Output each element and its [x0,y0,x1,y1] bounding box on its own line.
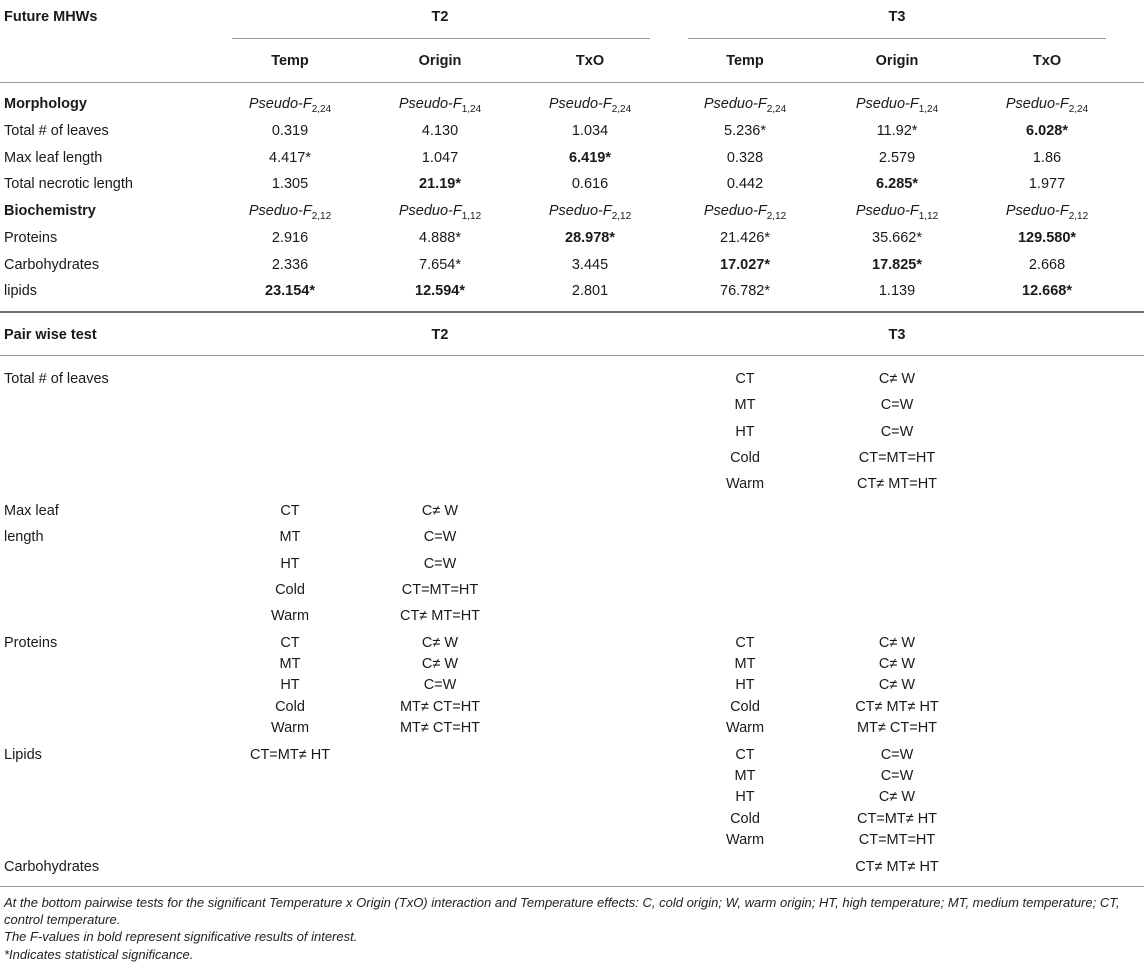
value-cell: 4.888* [419,230,461,246]
value-cell: 2.916 [271,230,309,246]
pairwise-factor: Cold [730,449,760,466]
pairwise-factor: MT [734,397,756,414]
value-cell: 4.130 [421,123,459,139]
stat-name: Pseduo-F [548,203,612,219]
stat-df: 1,12 [918,210,939,222]
pairwise-row-label: Total # of leaves [4,371,109,387]
value-cell: 129.580* [1017,230,1077,246]
header-divider [0,82,1144,83]
row-label: Total necrotic length [4,176,133,192]
section-label: Morphology [4,96,87,112]
pairwise-factor: Cold [275,698,305,715]
value-cell: 0.319 [271,123,309,139]
value-cell: 21.426* [720,230,770,246]
pairwise-result: C≠ W [878,656,916,673]
value-cell: 1.139 [878,283,916,299]
stat-df: 2,12 [611,210,632,222]
section-label: Biochemistry [4,203,96,219]
value-cell: 1.047 [421,149,459,166]
value-cell: 28.978* [565,230,615,246]
stat-df: 1,24 [918,103,939,115]
value-cell: 6.028* [1026,123,1068,139]
pairwise-group-t2: T2 [431,327,449,343]
stat-label [249,95,331,119]
stat-name: Pseduo-F [398,203,462,219]
t3-group-underline [688,38,1106,39]
pairwise-factor: Warm [725,719,765,736]
stat-df: 2,24 [1068,103,1089,115]
row-label: Carbohydrates [4,256,100,273]
stat-df: 2,24 [611,103,632,115]
pairwise-factor: HT [280,677,300,694]
pairwise-factor: Cold [730,810,760,827]
stat-label [249,202,331,226]
footnote-abbreviations: At the bottom pairwise tests for the significant Temperature x Origin (TxO) interaction and Temperature effects: C, cold origin; W, warm origin; HT, high temperature; MT, medium temperature; CT, control temperature. [4,895,1120,927]
col-header-origin-t2: Origin [418,53,462,69]
pairwise-result: C≠ W [421,503,459,519]
pairwise-factor: MT [734,656,756,673]
pairwise-result: CT≠ MT≠ HT [855,698,939,715]
stat-name: Pseudo-F [398,96,462,112]
col-header-origin-t3: Origin [875,53,919,69]
row-label: Total # of leaves [4,123,109,139]
pairwise-factor: CT [735,747,755,763]
pairwise-result: C=W [880,423,914,440]
stat-label [399,95,481,119]
group-header-t2: T2 [431,9,449,25]
pairwise-result: CT≠ MT=HT [399,608,481,624]
value-cell: 3.445 [571,256,609,273]
stat-name: Pseduo-F [1005,203,1069,219]
stat-label [1006,202,1088,226]
pairwise-result: MT≠ CT=HT [856,719,938,736]
pairwise-result: CT=MT=HT [401,581,479,598]
value-cell: 1.977 [1028,176,1066,192]
value-cell: 76.782* [720,283,770,299]
pairwise-row-label: length [4,529,44,546]
stat-df: 1,24 [461,103,482,115]
value-cell: 12.594* [415,283,465,299]
stat-label [549,95,631,119]
row-label: Proteins [4,230,58,246]
stat-name: Pseduo-F [248,203,312,219]
stat-df: 2,12 [766,210,787,222]
pairwise-factor: HT [280,555,300,572]
pairwise-row-label: Carbohydrates [4,859,100,875]
stat-label [1006,95,1088,119]
pairwise-factor: Warm [270,719,310,736]
col-header-temp-t2: Temp [271,53,309,69]
footnote-asterisk: *Indicates statistical significance. [4,947,194,962]
pairwise-row-label: Proteins [4,635,58,651]
pairwise-factor: HT [735,423,755,440]
table-bottom-rule [0,886,1144,887]
pairwise-group-t3: T3 [888,327,906,343]
value-cell: 6.419* [569,149,611,166]
pairwise-factor: MT [279,656,301,673]
stat-name: Pseduo-F [703,203,767,219]
pairwise-result: C≠ W [878,789,916,806]
pairwise-factor: CT [280,503,300,519]
pairwise-factor: MT [279,529,301,546]
value-cell: 0.616 [571,176,609,192]
pairwise-result: C=W [423,555,457,572]
pairwise-factor: Warm [725,476,765,492]
value-cell: 1.034 [571,123,609,139]
value-cell: 12.668* [1022,283,1072,299]
value-cell: 23.154* [265,283,315,299]
pairwise-result: CT=MT=HT [858,449,936,466]
pairwise-result: C≠ W [878,677,916,694]
value-cell: 2.668 [1028,256,1066,273]
value-cell: 2.579 [878,149,916,166]
pairwise-factor: CT [735,635,755,651]
value-cell: 11.92* [876,123,918,139]
row-label: lipids [4,283,38,299]
value-cell: 21.19* [419,176,461,192]
stat-label [549,202,631,226]
pairwise-row-label: Lipids [4,747,42,763]
value-cell: 2.336 [271,256,309,273]
pairwise-result: C=W [880,768,914,785]
pairwise-factor: Warm [725,831,765,848]
pairwise-result: C=W [423,529,457,546]
value-cell: 1.305 [271,176,309,192]
pairwise-factor: HT [735,677,755,694]
pairwise-result: CT=MT=HT [858,831,936,848]
stat-df: 1,12 [461,210,482,222]
stat-label [704,95,786,119]
value-cell: 0.442 [726,176,764,192]
pairwise-result: C=W [880,747,914,763]
stat-df: 2,24 [311,103,332,115]
col-header-txo-t2: TxO [575,53,605,69]
stat-df: 2,12 [1068,210,1089,222]
value-cell: 2.801 [571,283,609,299]
footnote-bold: The F-values in bold represent significative results of interest. [4,929,358,944]
value-cell: 4.417* [269,149,311,166]
stat-label [856,202,938,226]
pairwise-result: C=W [880,397,914,414]
value-cell: 7.654* [419,256,461,273]
stat-df: 2,12 [311,210,332,222]
table-title: Future MHWs [4,9,98,25]
value-cell: 1.86 [1032,149,1062,166]
stat-name: Pseudo-F [248,96,312,112]
value-cell: 5.236* [724,123,766,139]
pairwise-result: CT=MT≠ HT [856,810,938,827]
pairwise-factor: MT [734,768,756,785]
col-header-temp-t3: Temp [726,53,764,69]
value-cell: 17.825* [872,256,922,273]
stat-label [856,95,938,119]
value-cell: 35.662* [872,230,922,246]
pairwise-factor: CT [280,635,300,651]
group-header-t3: T3 [888,9,906,25]
pairwise-result: C=W [423,677,457,694]
pairwise-result: C≠ W [878,371,916,387]
stat-label [704,202,786,226]
pairwise-header-divider [0,355,1144,356]
pairwise-factor: Cold [275,581,305,598]
pairwise-title: Pair wise test [4,327,97,343]
pairwise-factor: HT [735,789,755,806]
pairwise-result: C≠ W [421,635,459,651]
t2-group-underline [232,38,650,39]
stat-name: Pseudo-F [548,96,612,112]
value-cell: 17.027* [720,256,770,273]
stat-name: Pseduo-F [1005,96,1069,112]
stat-name: Pseduo-F [855,203,919,219]
pairwise-result: MT≠ CT=HT [399,719,481,736]
pairwise-result: C≠ W [421,656,459,673]
value-cell: 6.285* [876,176,918,192]
pairwise-result: CT≠ MT≠ HT [855,859,939,875]
stat-name: Pseduo-F [703,96,767,112]
col-header-txo-t3: TxO [1032,53,1062,69]
pairwise-result: MT≠ CT=HT [399,698,481,715]
pairwise-result: CT≠ MT=HT [856,476,938,492]
stat-label [399,202,481,226]
row-label: Max leaf length [4,149,103,166]
pairwise-factor: Cold [730,698,760,715]
section-divider [0,311,1144,313]
stat-name: Pseduo-F [855,96,919,112]
pairwise-factor: CT=MT≠ HT [249,747,331,763]
value-cell: 0.328 [726,149,764,166]
pairwise-result: C≠ W [878,635,916,651]
pairwise-factor: CT [735,371,755,387]
pairwise-row-label: Max leaf [4,503,59,519]
pairwise-factor: Warm [270,608,310,624]
stat-df: 2,24 [766,103,787,115]
